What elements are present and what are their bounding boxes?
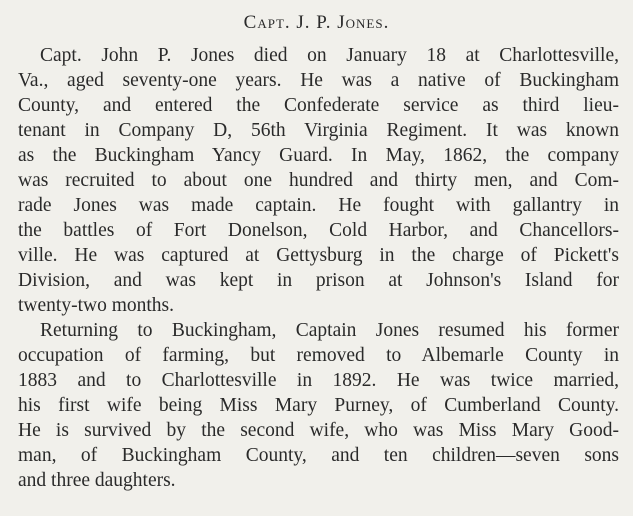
text-line: Va., aged seventy-one years. He was a native of Buckingham: [18, 70, 619, 91]
text-line: tenant in Company D, 56th Virginia Regiment. It was known: [18, 120, 619, 141]
text-line: ville. He was captured at Gettysburg in the charge of Pickett's: [18, 245, 619, 266]
text-line: the battles of Fort Donelson, Cold Harbor, and Chancellors-: [18, 220, 619, 241]
text-line: County, and entered the Confederate service as third lieu-: [18, 95, 619, 116]
text-line: was recruited to about one hundred and thirty men, and Com-: [18, 170, 619, 191]
text-line: Capt. John P. Jones died on January 18 at Charlottesville,: [40, 45, 619, 66]
text-line: occupation of farming, but removed to Albemarle County in: [18, 345, 619, 366]
text-line: as the Buckingham Yancy Guard. In May, 1862, the company: [18, 145, 619, 166]
text-line: his first wife being Miss Mary Purney, of Cumberland County.: [18, 395, 619, 416]
text-line: Returning to Buckingham, Captain Jones resumed his former: [40, 320, 619, 341]
text-line: Division, and was kept in prison at Johnson's Island for: [18, 270, 619, 291]
text-line: twenty-two months.: [18, 295, 174, 316]
text-line: rade Jones was made captain. He fought with gallantry in: [18, 195, 619, 216]
text-line: He is survived by the second wife, who was Miss Mary Good-: [18, 420, 619, 441]
text-line: 1883 and to Charlottesville in 1892. He was twice married,: [18, 370, 619, 391]
article-title: Capt. J. P. Jones.: [243, 12, 390, 33]
text-line: and three daughters.: [18, 470, 176, 491]
text-line: man, of Buckingham County, and ten children—seven sons: [18, 445, 619, 466]
